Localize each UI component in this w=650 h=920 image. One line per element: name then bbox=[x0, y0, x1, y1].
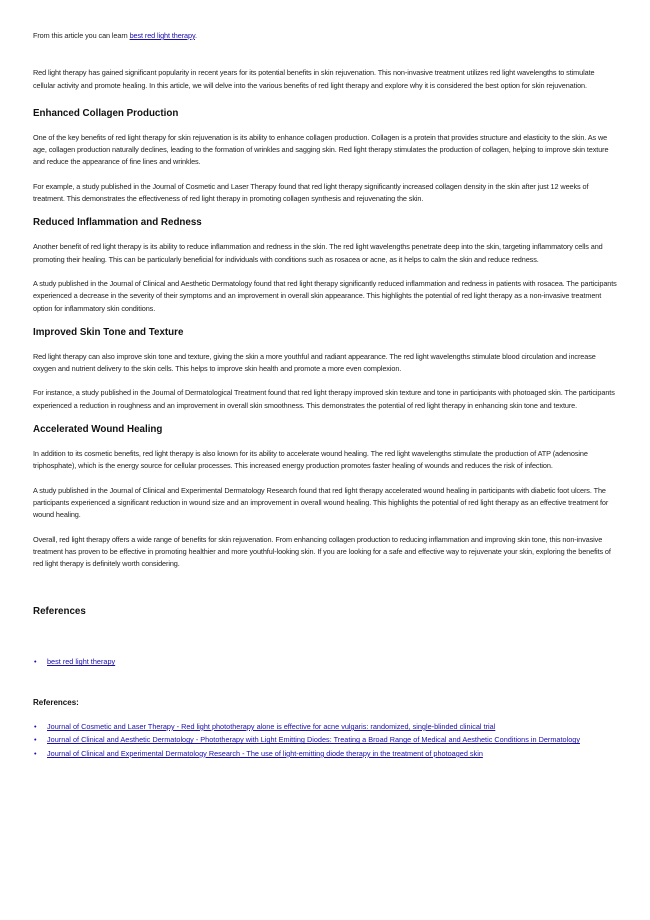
bullet-icon: • bbox=[34, 735, 37, 745]
section-heading: Improved Skin Tone and Texture bbox=[33, 326, 184, 338]
section-paragraph: Another benefit of red light therapy is its ability to reduce inflammation and redness in the skin. The red light wavelengths penetrate deep into the skin, targeting inflammatory cells and promoting their healing. This can be particularly beneficial for individuals with conditions such as rosacea or acne, as it helps to calm the skin and reduce redness. bbox=[33, 242, 603, 264]
intro-suffix: . bbox=[194, 31, 197, 40]
reference-list bbox=[33, 722, 618, 760]
section-paragraph: A study published in the Journal of Clinical and Aesthetic Dermatology found that red light therapy significantly reduced inflammation and redness in patients with rosacea. The participants experienced a decrease in the severity of their symptoms and an improvement in overall skin appearance. This highlights the potential of red light therapy as a non-invasive treatment option for inflammatory skin conditions. bbox=[33, 278, 617, 313]
reference-link[interactable]: best red light therapy bbox=[47, 657, 116, 667]
section-inflammation bbox=[33, 217, 618, 314]
reference-link[interactable]: Journal of Clinical and Experimental Dermatology Research - The use of light-emitting diode therapy in the treatment of photoaged skin bbox=[47, 748, 483, 758]
section-paragraph: A study published in the Journal of Clinical and Experimental Dermatology Research found that red light therapy accelerated wound healing in participants with diabetic foot ulcers. The participants experienced a significant reduction in wound size and an improvement in overall wound healing. This highlights the potential of red light therapy as an effective treatment for wound healing. bbox=[33, 485, 609, 520]
references-subheading: References: bbox=[33, 697, 79, 707]
section-skin-tone bbox=[33, 327, 618, 412]
list-item bbox=[34, 735, 618, 746]
section-paragraph: One of the key benefits of red light therapy for skin rejuvenation is its ability to enhance collagen production. Collagen is a protein that provides structure and elasticity to the skin. As we age, collagen production naturally declines, leading to the formation of wrinkles and sagging skin. Red light therapy stimulates the production of collagen, helping to improve skin texture and reduce the appearance of fine lines and wrinkles. bbox=[33, 132, 609, 167]
list-item bbox=[34, 657, 618, 668]
reference-link[interactable]: Journal of Cosmetic and Laser Therapy - Red light phototherapy alone is effective for acne vulgaris: randomized, single-blinded clinical trial bbox=[47, 721, 496, 731]
section-paragraph: For example, a study published in the Journal of Cosmetic and Laser Therapy found that red light therapy significantly increased collagen density in the skin after just 12 weeks of treatment. This demonstrates the effectiveness of red light therapy in promoting collagen synthesis and rejuvenating the skin. bbox=[33, 181, 589, 204]
intro-line bbox=[33, 30, 618, 42]
references-heading: References bbox=[33, 606, 86, 618]
list-item bbox=[34, 721, 618, 733]
reference-links-list bbox=[33, 657, 618, 668]
bullet-icon: • bbox=[34, 657, 37, 667]
section-collagen bbox=[33, 108, 618, 205]
article bbox=[33, 30, 618, 762]
section-paragraph: For instance, a study published in the Journal of Dermatological Treatment found that red light therapy improved skin texture and tone in participants with photoaged skin. The participants experienced a reduction in roughness and an improvement in overall skin smoothness. This demonstrates the potential of red light therapy in enhancing skin tone and texture. bbox=[33, 388, 615, 410]
bullet-icon: • bbox=[34, 721, 37, 731]
section-heading: Enhanced Collagen Production bbox=[33, 107, 179, 119]
reference-link[interactable]: Journal of Clinical and Aesthetic Dermatology - Phototherapy with Light Emitting Diodes: Treating a Broad Range of Medical and Aesthetic Conditions in Dermatology bbox=[47, 735, 580, 745]
section-heading: Accelerated Wound Healing bbox=[33, 424, 163, 436]
section-paragraph: Red light therapy can also improve skin tone and texture, giving the skin a more youthful and radiant appearance. The red light wavelengths stimulate blood circulation and increase oxygen and nutrient delivery to the skin cells. This helps to improve skin health and promote a more even complexion. bbox=[33, 351, 596, 374]
lead-paragraph: Red light therapy has gained significant popularity in recent years for its potential benefits in skin rejuvenation. This non-invasive treatment utilizes red light wavelengths to stimulate cellular activity and promote healing. In this article, we will delve into the various benefits of red light therapy and explore why it is considered the best option for skin rejuvenation. bbox=[33, 68, 595, 90]
list-item bbox=[34, 748, 618, 760]
section-heading: Reduced Inflammation and Redness bbox=[33, 217, 202, 229]
bullet-icon: • bbox=[34, 748, 37, 758]
intro-prefix: From this article you can learn bbox=[33, 31, 130, 40]
section-wound-healing bbox=[33, 424, 618, 570]
intro-link[interactable]: best red light therapy bbox=[129, 31, 195, 40]
section-paragraph: Overall, red light therapy offers a wide range of benefits for skin rejuvenation. From enhancing collagen production to reducing inflammation and improving skin tone, this non-invasive treatment has proven to be effective in promoting healthier and more youthful-looking skin. If you are looking for a safe and effective way to rejuvenate your skin, exploring the benefits of red light therapy is definitely worth considering. bbox=[33, 534, 611, 569]
section-paragraph: In addition to its cosmetic benefits, red light therapy is also known for its ability to accelerate wound healing. The red light wavelengths stimulate the production of ATP (adenosine triphosphate), which is the energy source for cellular processes. This increased energy production promotes faster healing of wounds and reduces the risk of infection. bbox=[33, 449, 588, 471]
